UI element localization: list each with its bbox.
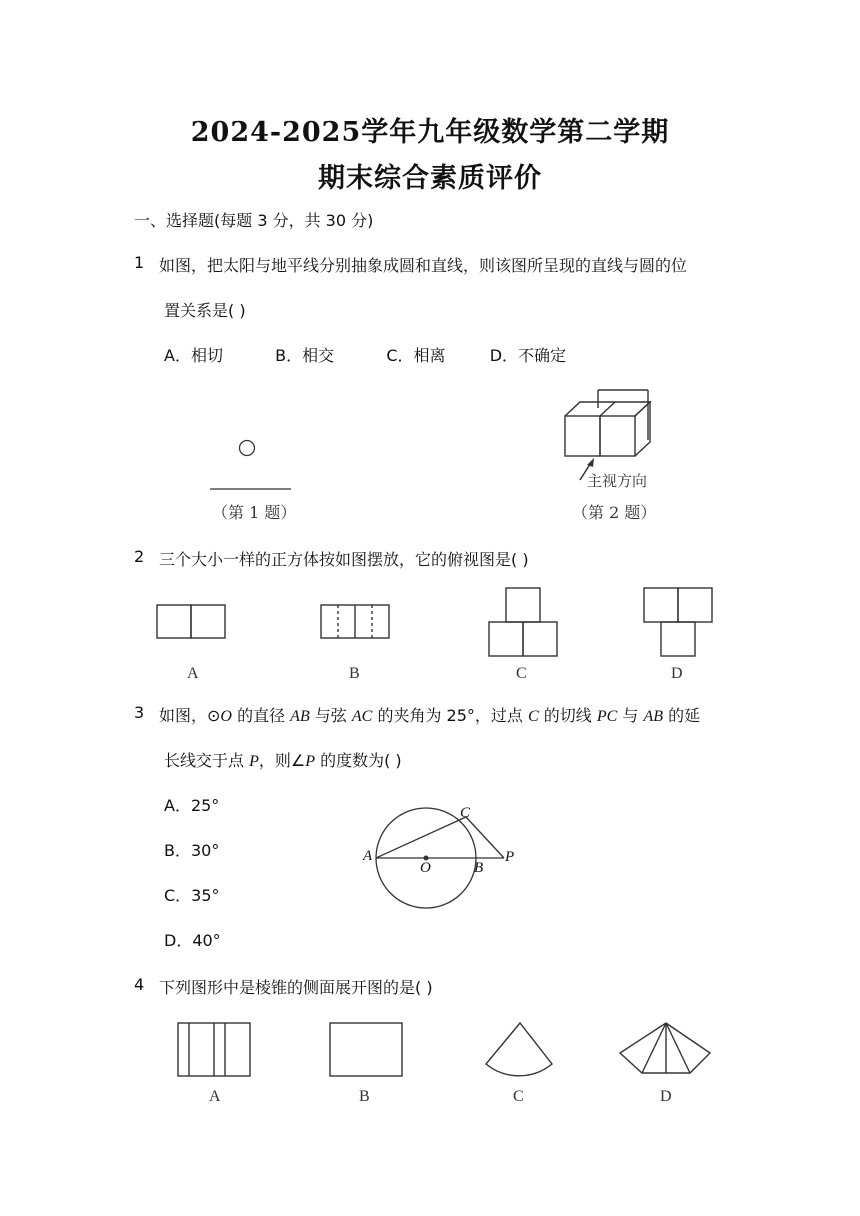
label-o: O [420,860,431,876]
label-a: A [363,848,373,864]
q1-option-c[interactable]: C．相离 [386,346,446,365]
page-subtitle: 期末综合素质评价 [318,163,542,194]
q2-view-label: 主视方向 [587,472,648,490]
q2-choice-c-label: C [516,665,527,682]
q1-text-line1: 如图，把太阳与地平线分别抽象成圆和直线，则该图所呈现的直线与圆的位 [159,256,688,275]
q2-choices [150,585,730,660]
q4-choice-d-figure[interactable] [620,1023,710,1073]
q2-choice-a-figure[interactable] [157,605,225,638]
q3-text-line2: 长线交于点 P，则∠P 的度数为( ) [164,751,402,770]
q2-choice-c-figure[interactable] [489,588,557,656]
q4-choice-a-label: A [209,1088,221,1105]
q1-option-a[interactable]: A．相切 [164,346,223,365]
q1-figure-caption: （第 1 题） [212,503,297,522]
q4-choice-c-figure[interactable] [486,1023,552,1076]
sun-circle [240,441,255,456]
q2-text: 三个大小一样的正方体按如图摆放，它的俯视图是( ) [159,550,529,569]
section-heading: 一、选择题(每题 3 分，共 30 分) [134,211,374,230]
label-p: P [505,849,515,865]
q4-choice-b-label: B [359,1088,370,1105]
label-b: B [474,860,484,876]
q2-choice-d-figure[interactable] [644,588,712,656]
page-title: 2024-2025学年九年级数学第二学期 [190,117,670,148]
q2-choice-b-figure[interactable] [321,605,389,638]
q4-choice-d-label: D [660,1088,672,1105]
q2-figure-caption: （第 2 题） [572,503,657,522]
q1-number: 1 [134,253,145,272]
q4-text: 下列图形中是棱锥的侧面展开图的是( ) [159,978,433,997]
q4-choice-c-label: C [513,1088,524,1105]
q1-option-b[interactable]: B．相交 [275,346,335,365]
q3-number: 3 [134,703,145,722]
q2-choice-d-label: D [671,665,683,682]
q3-option-b[interactable]: B．30° [164,841,220,860]
q4-choice-a-figure[interactable] [178,1023,250,1076]
q2-choice-a-label: A [187,665,199,682]
q3-option-d[interactable]: D．40° [164,931,221,950]
q3-text-line1: 如图，⊙O 的直径 AB 与弦 AC 的夹角为 25°，过点 C 的切线 PC 与 AB 的延 [159,706,701,725]
label-c: C [460,805,471,821]
q1-figure [200,430,300,500]
q2-choice-b-label: B [349,665,360,682]
q4-choice-b-figure[interactable] [330,1023,402,1076]
q1-options [164,343,566,366]
q2-number: 2 [134,547,145,566]
q1-text-line2: 置关系是( ) [164,301,246,320]
q1-option-d[interactable]: D．不确定 [489,346,567,365]
q3-option-c[interactable]: C．35° [164,886,220,905]
q4-choices [170,1015,730,1085]
q3-option-a[interactable]: A．25° [164,796,220,815]
q4-number: 4 [134,975,145,994]
